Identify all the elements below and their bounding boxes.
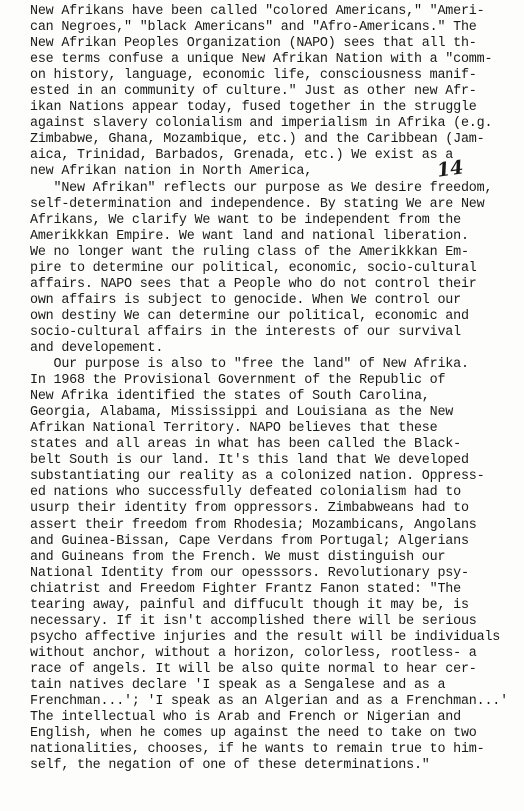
- text-line: socio-cultural affairs in the interests of our survival: [30, 324, 461, 340]
- text-line: ese terms confuse a unique New Afrikan Nation with a "comm-: [30, 52, 493, 68]
- handwritten-page-number: 14: [435, 156, 465, 182]
- text-line: assert their freedom from Rhodesia; Mozambicans, Angolans: [30, 517, 477, 533]
- text-line: National Identity from our opesssors. Revolutionary psy-: [30, 565, 469, 581]
- text-line: belt South is our land. It's this land that We developed: [30, 453, 469, 469]
- text-line: race of angels. It will be also quite normal to hear cer-: [30, 661, 477, 677]
- text-line: nationalities, chooses, if he wants to remain true to him-: [30, 742, 485, 758]
- text-line: pire to determine our political, economic, socio-cultural: [30, 260, 477, 276]
- text-line: ikan Nations appear today, fused together in the struggle: [30, 100, 477, 116]
- text-line: The intellectual who is Arab and French or Nigerian and: [30, 710, 461, 726]
- text-line: Afrikan National Territory. NAPO believes that these: [30, 421, 438, 437]
- text-line: and Guinea-Bissan, Cape Verdans from Portugal; Algerians: [30, 533, 469, 549]
- text-line: Our purpose is also to "free the land" of New Afrika.: [30, 357, 469, 373]
- text-line: own destiny We can determine our political, economic and: [30, 308, 469, 324]
- text-line: necessary. If it isn't accomplished there will be serious: [30, 613, 477, 629]
- text-line: "New Afrikan" reflects our purpose as We desire freedom,: [30, 180, 493, 196]
- text-line: tearing away, painful and diffucult though it may be, is: [30, 597, 469, 613]
- text-line: psycho affective injuries and the result will be individuals: [30, 629, 501, 645]
- text-line: New Afrika identified the states of South Carolina,: [30, 389, 430, 405]
- text-line: English, when he comes up against the need to take on two: [30, 726, 477, 742]
- text-line: tain natives declare 'I speak as a Sengalese and as a: [30, 677, 446, 693]
- text-line: Georgia, Alabama, Mississippi and Louisiana as the New: [30, 405, 454, 421]
- text-line: substantiating our reality as a colonized nation. Oppress-: [30, 469, 485, 485]
- text-line: affairs. NAPO sees that a People who do not control their: [30, 276, 477, 292]
- text-line: New Afrikans have been called "colored Americans," "Ameri-: [30, 4, 485, 19]
- text-line: against slavery colonialism and imperialism in Afrika (e.g.: [30, 116, 493, 132]
- text-line: and developement.: [30, 340, 164, 356]
- text-line: Frenchman...'; 'I speak as an Algerian and as a Frenchman...': [30, 694, 508, 710]
- text-line: chiatrist and Freedom Fighter Frantz Fanon stated: "The: [30, 581, 461, 597]
- text-line: new Afrikan nation in North America,: [30, 164, 313, 180]
- text-line: self, the negation of one of these determinations.": [30, 758, 430, 774]
- text-line: own affairs is subject to genocide. When We control our: [30, 292, 461, 308]
- text-line: can Negroes," "black Americans" and "Afro-Americans." The: [30, 20, 477, 36]
- text-line: states and all areas in what has been called the Black-: [30, 437, 461, 453]
- text-line: Afrikans, We clarify We want to be independent from the: [30, 212, 461, 228]
- text-line: ed nations who successfully defeated colonialism had to: [30, 485, 461, 501]
- text-line: self-determination and independence. By stating We are New: [30, 196, 485, 212]
- text-line: without anchor, without a horizon, colorless, rootless- a: [30, 645, 477, 661]
- text-line: Zimbabwe, Ghana, Mozambique, etc.) and the Caribbean (Jam-: [30, 132, 485, 148]
- text-line: and Guineans from the French. We must distinguish our: [30, 549, 446, 565]
- text-line: ested in an community of culture." Just as other new Afr-: [30, 84, 477, 100]
- text-line: We no longer want the ruling class of the Amerikkkan Em-: [30, 244, 469, 260]
- text-line: aica, Trinidad, Barbados, Grenada, etc.) We exist as a: [30, 148, 454, 164]
- body-text: [30, 4, 516, 774]
- text-line: usurp their identity from oppressors. Zimbabweans had to: [30, 501, 469, 517]
- text-line: Amerikkkan Empire. We want land and national liberation.: [30, 228, 469, 244]
- text-line: New Afrikan Peoples Organization (NAPO) sees that all th-: [30, 36, 477, 52]
- text-line: on history, language, economic life, consciousness manif-: [30, 68, 477, 84]
- text-line: In 1968 the Provisional Government of the Republic of: [30, 373, 446, 389]
